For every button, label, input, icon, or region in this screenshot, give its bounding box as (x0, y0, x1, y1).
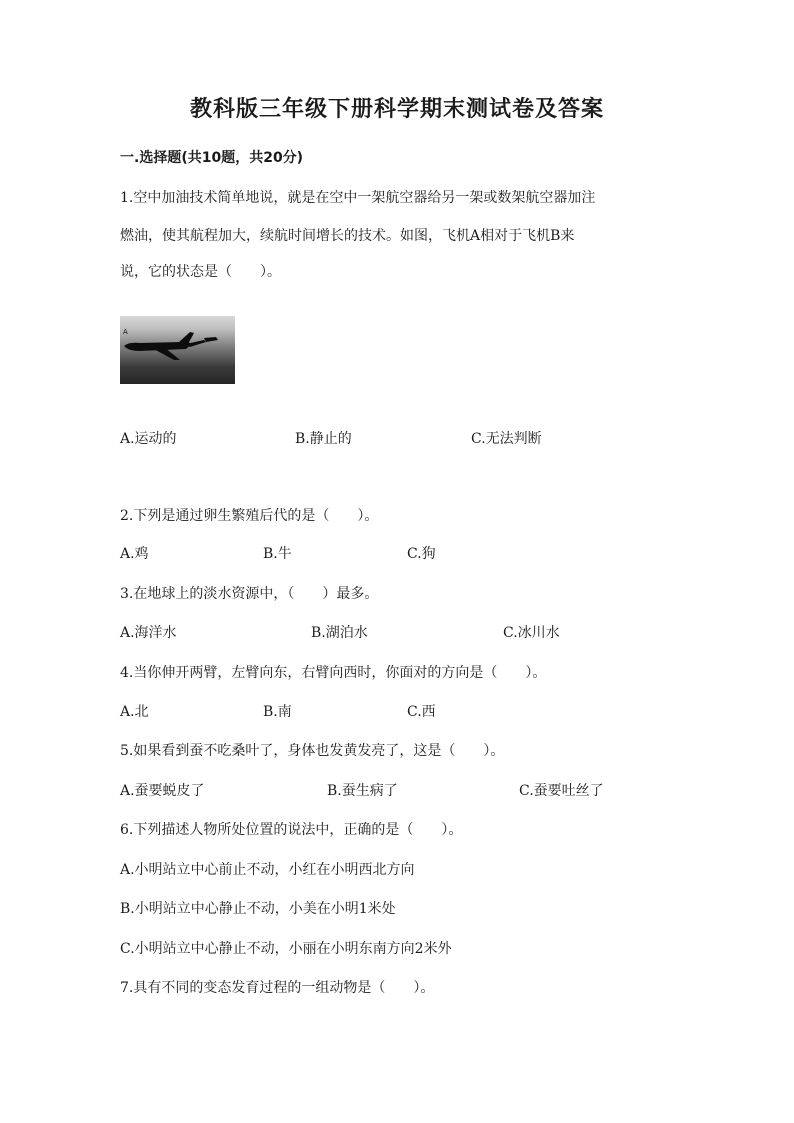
q1-line-1: 1.空中加油技术简单地说，就是在空中一架航空器给另一架或数架航空器加注 (120, 190, 596, 206)
q5-text: 5.如果看到蚕不吃桑叶了，身体也发黄发亮了，这是（ ）。 (120, 743, 505, 759)
q4-option-a: A.北 (120, 704, 149, 720)
q5-option-c: C.蚕要吐丝了 (519, 783, 604, 799)
q4-text: 4.当你伸开两臂，左臂向东，右臂向西时，你面对的方向是（ ）。 (120, 665, 547, 681)
q1-line-3: 说，它的状态是（ ）。 (120, 264, 281, 280)
q2-option-c: C.狗 (407, 546, 436, 562)
q3-option-c: C.冰川水 (503, 625, 560, 641)
q1-line-2: 燃油，使其航程加大，续航时间增长的技术。如图，飞机A相对于飞机B来 (120, 228, 575, 244)
photo-label-a: A (123, 328, 128, 336)
q3-text: 3.在地球上的淡水资源中，（ ）最多。 (120, 586, 379, 602)
q5-option-a: A.蚕要蜕皮了 (120, 783, 205, 799)
refueling-aircraft-photo (120, 316, 235, 384)
page-title: 教科版三年级下册科学期末测试卷及答案 (189, 97, 604, 122)
aircraft-silhouette-icon (120, 316, 235, 384)
q2-text: 2.下列是通过卵生繁殖后代的是（ ）。 (120, 508, 379, 524)
q7-text: 7.具有不同的变态发育过程的一组动物是（ ）。 (120, 980, 435, 996)
q6-option-c: C.小明站立中心静止不动，小丽在小明东南方向2米外 (120, 941, 452, 957)
q1-option-c: C.无法判断 (471, 431, 542, 447)
q6-option-b: B.小明站立中心静止不动，小美在小明1米处 (120, 901, 396, 917)
q4-option-c: C.西 (407, 704, 436, 720)
q1-option-b: B.静止的 (295, 431, 352, 447)
q6-option-a: A.小明站立中心前止不动，小红在小明西北方向 (120, 862, 415, 878)
q5-option-b: B.蚕生病了 (327, 783, 398, 799)
q4-option-b: B.南 (263, 704, 292, 720)
section-heading: 一.选择题(共10题，共20分) (120, 150, 304, 166)
q6-text: 6.下列描述人物所处位置的说法中，正确的是（ ）。 (120, 822, 463, 838)
q2-option-b: B.牛 (263, 546, 292, 562)
q2-option-a: A.鸡 (120, 546, 149, 562)
q3-option-a: A.海洋水 (120, 625, 177, 641)
q3-option-b: B.湖泊水 (311, 625, 368, 641)
q1-option-a: A.运动的 (120, 431, 177, 447)
